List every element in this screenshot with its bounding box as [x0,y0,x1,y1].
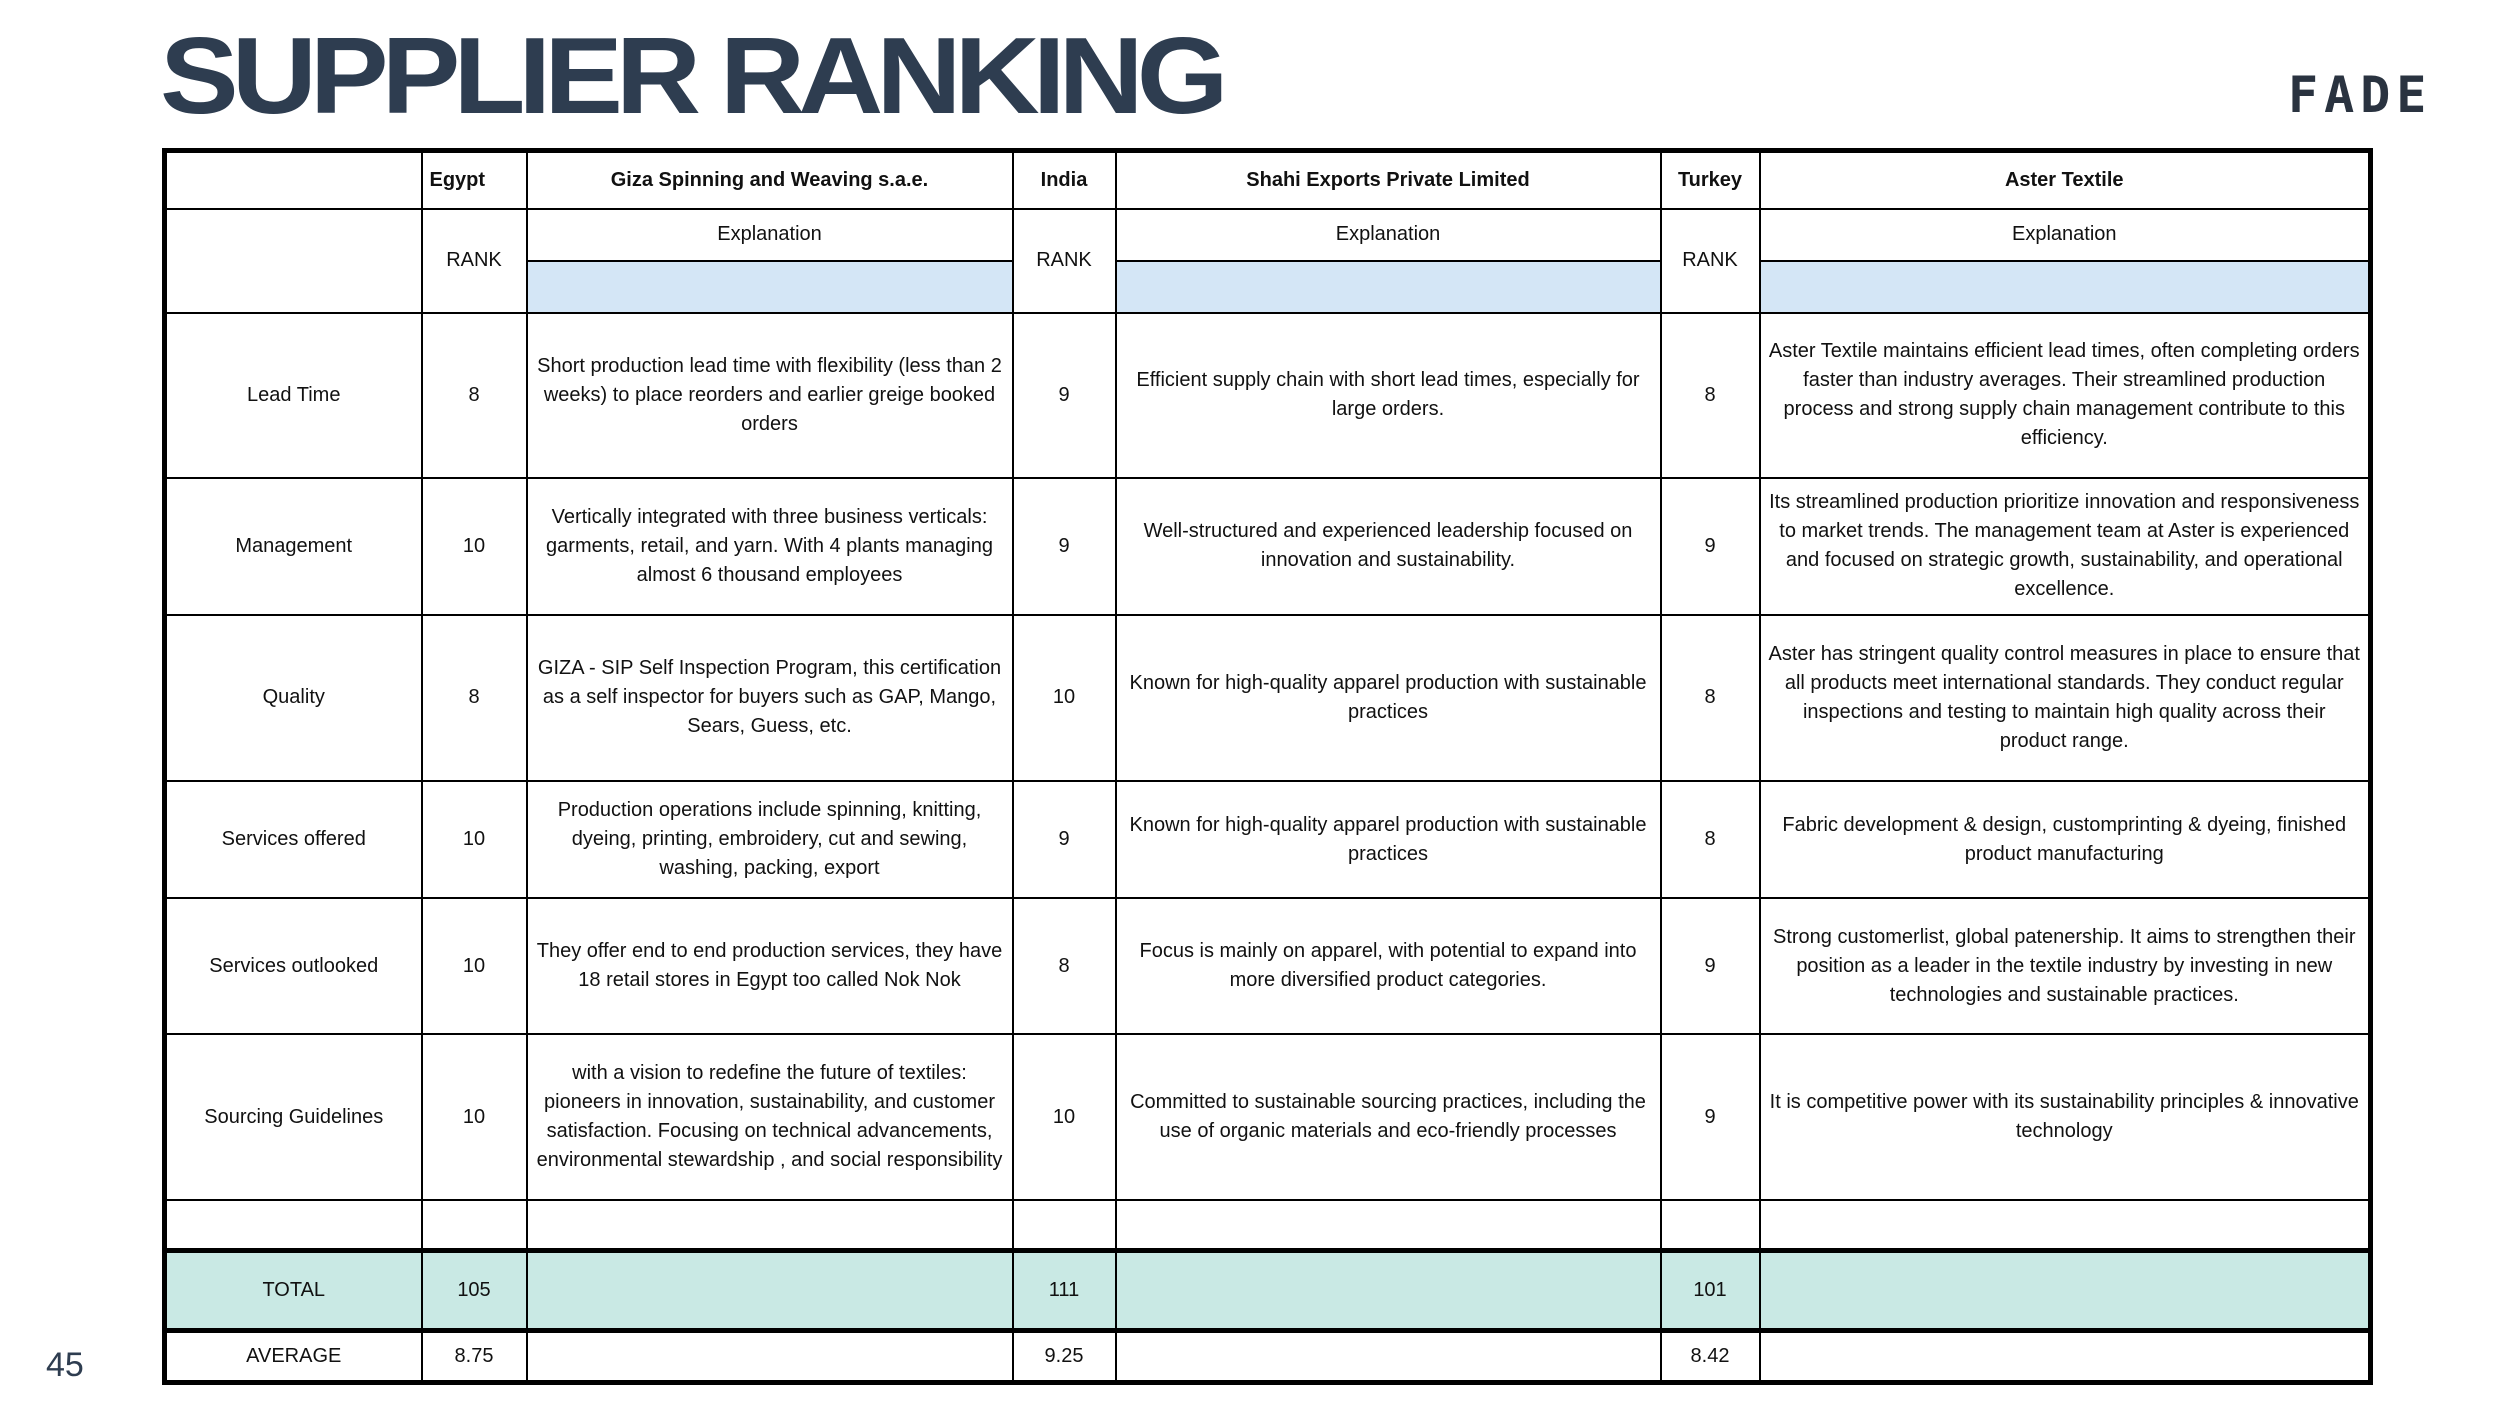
criterion-cell: Services offered [165,781,422,898]
explanation-cell: Aster Textile maintains efficient lead times, often completing orders faster than industry averages. Their streamlined production process and strong supply chain management contribute to this efficiency. [1760,313,2371,478]
header-corner [165,151,422,209]
subheader-row-top [165,209,2371,261]
rank-cell: 10 [422,781,527,898]
empty-row [165,1200,2371,1250]
total-value-india: 111 [1013,1250,1116,1330]
header-country-india: India [1013,151,1116,209]
explanation-cell: They offer end to end production services, they have 18 retail stores in Egypt too called Nok Nok [527,898,1013,1034]
rank-cell: 8 [1013,898,1116,1034]
criterion-cell: Sourcing Guidelines [165,1034,422,1200]
average-value-turkey: 8.42 [1661,1330,1760,1382]
rank-label-india: RANK [1013,209,1116,313]
rank-cell: 9 [1661,1034,1760,1200]
header-supplier-giza: Giza Spinning and Weaving s.a.e. [527,151,1013,209]
rank-label-turkey: RANK [1661,209,1760,313]
subheader-corner [165,209,422,313]
explanation-cell: Fabric development & design, customprinting & dyeing, finished product manufacturing [1760,781,2371,898]
explanation-label-giza: Explanation [527,209,1013,261]
header-row [165,151,2371,209]
explanation-fill-shahi [1116,261,1661,313]
brand-logo: FADE [2288,66,2433,124]
total-value-turkey: 101 [1661,1250,1760,1330]
explanation-cell: It is competitive power with its sustainability principles & innovative technology [1760,1034,2371,1200]
rank-label-egypt: RANK [422,209,527,313]
rank-cell: 8 [422,615,527,781]
criterion-cell: Lead Time [165,313,422,478]
explanation-cell: Production operations include spinning, knitting, dyeing, printing, embroidery, cut and sewing, washing, packing, export [527,781,1013,898]
rank-cell: 10 [422,1034,527,1200]
table-row [165,781,2371,898]
rank-cell: 10 [422,478,527,615]
criterion-cell: Management [165,478,422,615]
average-row [165,1330,2371,1382]
total-value-egypt: 105 [422,1250,527,1330]
header-supplier-shahi: Shahi Exports Private Limited [1116,151,1661,209]
explanation-label-aster: Explanation [1760,209,2371,261]
rank-cell: 9 [1661,898,1760,1034]
explanation-cell: Short production lead time with flexibility (less than 2 weeks) to place reorders and earlier greige booked orders [527,313,1013,478]
table-row [165,615,2371,781]
rank-cell: 8 [1661,615,1760,781]
explanation-fill-giza [527,261,1013,313]
table-row [165,478,2371,615]
rank-cell: 10 [1013,615,1116,781]
page-title: SUPPLIER RANKING [160,15,1222,138]
explanation-cell: Well-structured and experienced leadership focused on innovation and sustainability. [1116,478,1661,615]
criterion-cell: Quality [165,615,422,781]
explanation-fill-aster [1760,261,2371,313]
rank-cell: 9 [1013,781,1116,898]
explanation-cell: with a vision to redefine the future of textiles: pioneers in innovation, sustainability, and customer satisfaction. Focusing on technical advancements, environmental stewardship , and social responsibility [527,1034,1013,1200]
explanation-cell: Strong customerlist, global patenership. It aims to strengthen their position as a leader in the textile industry by investing in new technologies and sustainable practices. [1760,898,2371,1034]
average-value-egypt: 8.75 [422,1330,527,1382]
rank-cell: 8 [422,313,527,478]
table-row [165,1034,2371,1200]
explanation-cell: Its streamlined production prioritize innovation and responsiveness to market trends. The management team at Aster is experienced and focused on strategic growth, sustainability, and operational excellence. [1760,478,2371,615]
header-supplier-aster: Aster Textile [1760,151,2371,209]
explanation-cell: GIZA - SIP Self Inspection Program, this certification as a self inspector for buyers such as GAP, Mango, Sears, Guess, etc. [527,615,1013,781]
explanation-cell: Efficient supply chain with short lead times, especially for large orders. [1116,313,1661,478]
total-row [165,1250,2371,1330]
average-label: AVERAGE [165,1330,422,1382]
rank-cell: 10 [1013,1034,1116,1200]
explanation-cell: Committed to sustainable sourcing practices, including the use of organic materials and eco-friendly processes [1116,1034,1661,1200]
explanation-label-shahi: Explanation [1116,209,1661,261]
criterion-cell: Services outlooked [165,898,422,1034]
rank-cell: 9 [1013,313,1116,478]
average-value-india: 9.25 [1013,1330,1116,1382]
rank-cell: 9 [1661,478,1760,615]
header-country-turkey: Turkey [1661,151,1760,209]
table-row [165,313,2371,478]
rank-cell: 8 [1661,313,1760,478]
explanation-cell: Focus is mainly on apparel, with potential to expand into more diversified product categories. [1116,898,1661,1034]
rank-cell: 10 [422,898,527,1034]
explanation-cell: Aster has stringent quality control measures in place to ensure that all products meet international standards. They conduct regular inspections and testing to maintain high quality across their product range. [1760,615,2371,781]
explanation-cell: Vertically integrated with three business verticals: garments, retail, and yarn. With 4 plants managing almost 6 thousand employees [527,478,1013,615]
table-row [165,898,2371,1034]
rank-cell: 8 [1661,781,1760,898]
header-country-egypt: Egypt [422,151,527,209]
explanation-cell: Known for high-quality apparel production with sustainable practices [1116,781,1661,898]
total-label: TOTAL [165,1250,422,1330]
supplier-ranking-table [162,148,2373,1385]
explanation-cell: Known for high-quality apparel production with sustainable practices [1116,615,1661,781]
rank-cell: 9 [1013,478,1116,615]
page-number: 45 [46,1346,84,1384]
